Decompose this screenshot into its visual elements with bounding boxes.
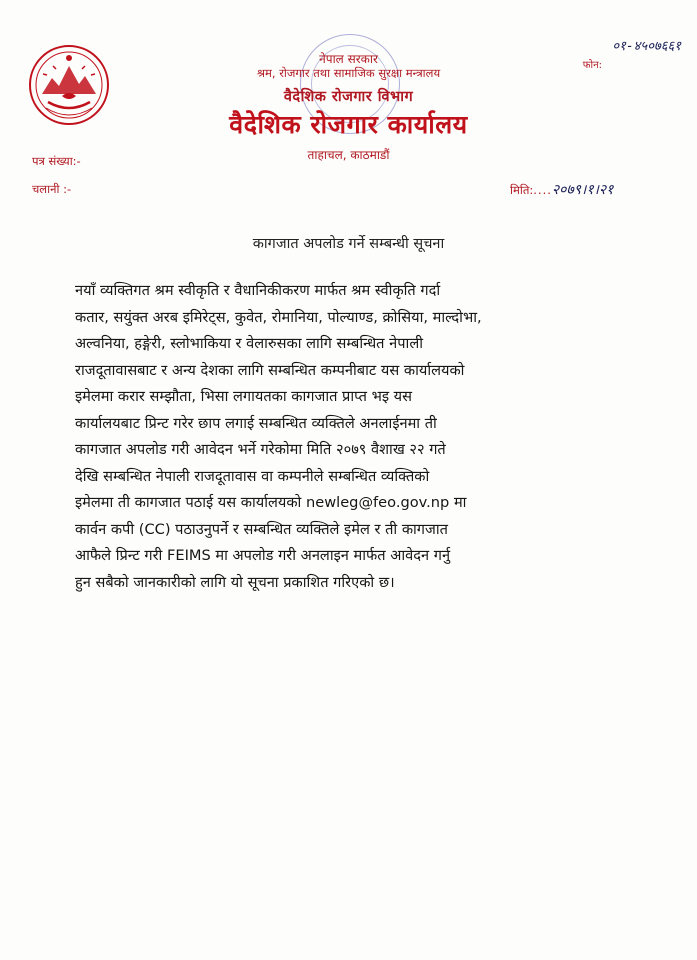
notice-line: नयाँ व्यक्तिगत श्रम स्वीकृति र वैधानिकीकरण मार्फत श्रम स्वीकृति गर्दा xyxy=(75,282,441,299)
notice-body xyxy=(75,278,625,596)
office-name: वैदेशिक रोजगार कार्यालय xyxy=(229,110,468,139)
notice-line: कागजात अपलोड गरी आवेदन भर्ने गरेकोमा मिति २०७९ वैशाख २२ गते xyxy=(75,441,446,458)
chalani-label: चलानी :- xyxy=(32,182,72,196)
office-address: ताहाचल, काठमाडौं xyxy=(307,148,390,162)
date-label: मिति: xyxy=(510,183,534,197)
phone-label: फोन: xyxy=(582,60,602,71)
notice-line: इमेलमा करार सम्झौता, भिसा लगायतका कागजात प्राप्त भइ यस xyxy=(75,388,412,405)
ministry-name: श्रम, रोजगार तथा सामाजिक सुरक्षा मन्त्रालय xyxy=(256,66,441,80)
notice-line: राजदूतावासबाट र अन्य देशका लागि सम्बन्धित कम्पनीबाट यस कार्यालयको xyxy=(75,361,465,379)
notice-line: इमेलमा ती कागजात पठाई यस कार्यालयको newleg@feo.gov.np मा xyxy=(75,494,467,511)
notice-line: कार्वन कपी (CC) पठाउनुपर्ने र सम्बन्धित व्यक्तिले इमेल र ती कागजात xyxy=(75,520,448,538)
notice-title: कागजात अपलोड गर्ने सम्बन्धी सूचना xyxy=(252,236,445,252)
date-dots: .... xyxy=(533,183,552,197)
notice-line: कार्यालयबाट प्रिन्ट गरेर छाप लगाई सम्बन्धित व्यक्तिले अनलाईनमा ती xyxy=(75,414,437,432)
notice-line: हुन सबैको जानकारीको लागि यो सूचना प्रकाशित गरिएको छ। xyxy=(75,573,395,591)
phone-number-handwritten: ०१-४५०७६६१ xyxy=(612,39,681,54)
notice-line: अल्वनिया, हङ्गेरी, स्लोभाकिया र वेलारुसका लागि सम्बन्धित नेपाली xyxy=(75,335,423,352)
government-name: नेपाल सरकार xyxy=(319,52,378,66)
notice-line: कतार, सयुंक्त अरब इमिरेट्स, कुवेत, रोमानिया, पोल्याण्ड, क्रोसिया, माल्दोभा, xyxy=(75,308,482,326)
notice-line: देखि सम्बन्धित नेपाली राजदूतावास वा कम्पनीले सम्बन्धित व्यक्तिको xyxy=(75,467,430,485)
date-handwritten: २०७९।१।२१ xyxy=(551,182,614,198)
date-field xyxy=(510,179,613,199)
department-name: वैदेशिक रोजगार विभाग xyxy=(283,89,414,105)
patra-sankhya-label: पत्र संख्या:- xyxy=(32,154,81,168)
notice-line: आफैले प्रिन्ट गरी FEIMS मा अपलोड गरी अनलाइन मार्फत आवेदन गर्नु xyxy=(75,547,451,564)
